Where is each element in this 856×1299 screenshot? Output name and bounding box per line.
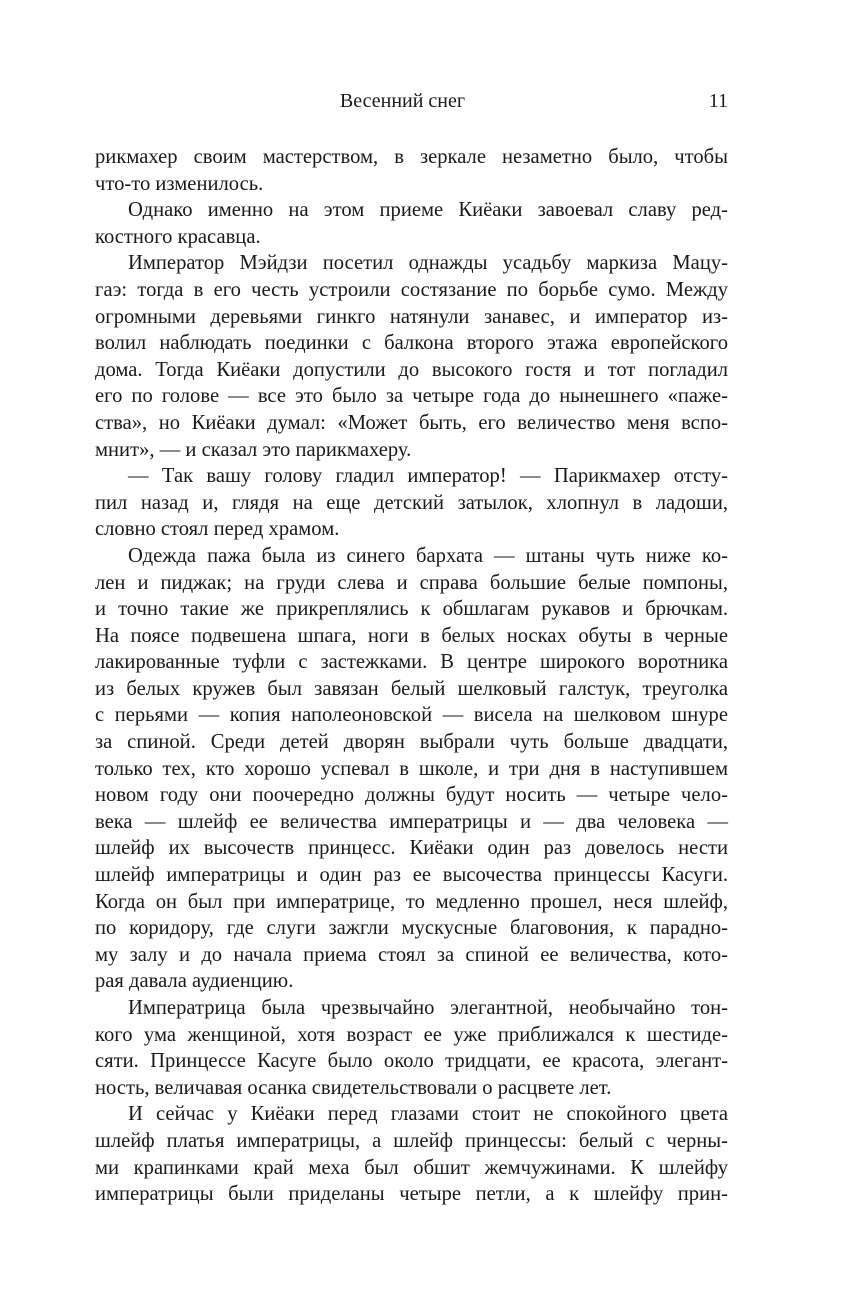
text-line: ность, величавая осанка свидетельствовали о расцвете лет. xyxy=(95,1076,612,1099)
text-line: пил назад и, глядя на еще детский затылок, хлопнул в ладоши, xyxy=(95,491,728,514)
text-line: му залу и до начала приема стоял за спиной ее величества, кото- xyxy=(95,943,728,966)
text-line: Однако именно на этом приеме Киёаки завоевал славу ред- xyxy=(128,199,728,222)
text-line: и точно такие же прикреплялись к обшлагам рукавов и брючкам. xyxy=(95,598,728,621)
text-line: лен и пиджак; на груди слева и справа большие белые помпоны, xyxy=(95,571,728,594)
text-line: кого ума женщиной, хотя возраст ее уже приближался к шестиде- xyxy=(95,1023,728,1046)
text-line: что-то изменилось. xyxy=(95,172,264,195)
paragraph xyxy=(95,144,728,197)
text-line: Император Мэйдзи посетил однажды усадьбу маркиза Мацу- xyxy=(128,252,728,275)
text-line: дома. Тогда Киёаки допустили до высокого гостя и тот погладил xyxy=(95,358,728,381)
text-line: лакированные туфли с застежками. В центре широкого воротника xyxy=(95,651,728,674)
text-line: из белых кружев был завязан белый шелковый галстук, треуголка xyxy=(95,677,728,700)
text-line: словно стоял перед храмом. xyxy=(95,518,340,541)
text-line: На поясе подвешена шпага, ноги в белых носках обуты в черные xyxy=(95,624,728,647)
text-line: рая давала аудиенцию. xyxy=(95,970,294,993)
text-line: императрицы были приделаны четыре петли, а к шлейфу прин- xyxy=(95,1183,728,1206)
paragraph xyxy=(95,543,728,995)
paragraph xyxy=(95,463,728,543)
text-line: Одежда пажа была из синего бархата — штаны чуть ниже ко- xyxy=(128,544,728,567)
page-number: 11 xyxy=(708,90,728,112)
running-header xyxy=(95,90,728,118)
text-line: — Так вашу голову гладил император! — Парикмахер отсту- xyxy=(128,465,728,488)
text-line: гаэ: тогда в его честь устроили состязание по борьбе сумо. Между xyxy=(95,278,728,301)
text-line: ми крапинками край меха был обшит жемчужинами. К шлейфу xyxy=(95,1156,728,1179)
text-line: Когда он был при императрице, то медленно прошел, неся шлейф, xyxy=(95,890,728,913)
paragraph xyxy=(95,250,728,463)
text-line: только тех, кто хорошо успевал в школе, и три дня в наступившем xyxy=(95,757,728,780)
paragraph xyxy=(95,197,728,250)
text-line: рикмахер своим мастерством, в зеркале незаметно было, чтобы xyxy=(95,146,728,168)
text-line: за спиной. Среди детей дворян выбрали чуть больше двадцати, xyxy=(95,731,728,754)
text-line: шлейф их высочеств принцесс. Киёаки один раз довелось нести xyxy=(95,837,728,860)
text-line: шлейф платья императрицы, а шлейф принцессы: белый с черны- xyxy=(95,1129,728,1152)
text-line: с перьями — копия наполеоновской — висела на шелковом шнуре xyxy=(95,704,728,727)
text-line: И сейчас у Киёаки перед глазами стоит не спокойного цвета xyxy=(128,1103,728,1126)
text-line: его по голове — все это было за четыре года до нынешнего «паже- xyxy=(95,385,728,408)
text-line: сяти. Принцессе Касуге было около тридцати, ее красота, элегант- xyxy=(95,1050,728,1073)
paragraph xyxy=(95,1101,728,1207)
text-line: огромными деревьями гинкго натянули занавес, и император из- xyxy=(95,305,728,328)
text-line: мнит», — и сказал это парикмахеру. xyxy=(95,438,412,461)
text-line: волил наблюдать поединки с балкона второго этажа европейского xyxy=(95,332,728,355)
text-line: по коридору, где слуги зажгли мускусные благовония, к парадно- xyxy=(95,917,728,940)
text-line: шлейф императрицы и один раз ее высочества принцессы Касуги. xyxy=(95,864,728,887)
text-line: века — шлейф ее величества императрицы и — два человека — xyxy=(95,810,728,833)
running-title: Весенний снег xyxy=(339,90,466,112)
text-line: новом году они поочередно должны будут носить — четыре чело- xyxy=(95,784,728,807)
text-line: Императрица была чрезвычайно элегантной, необычайно тон- xyxy=(128,997,728,1019)
text-line: ства», но Киёаки думал: «Может быть, его величество меня вспо- xyxy=(95,411,728,434)
text-line: костного красавца. xyxy=(95,225,261,248)
paragraph xyxy=(95,995,728,1101)
page-body-text xyxy=(95,144,728,1208)
